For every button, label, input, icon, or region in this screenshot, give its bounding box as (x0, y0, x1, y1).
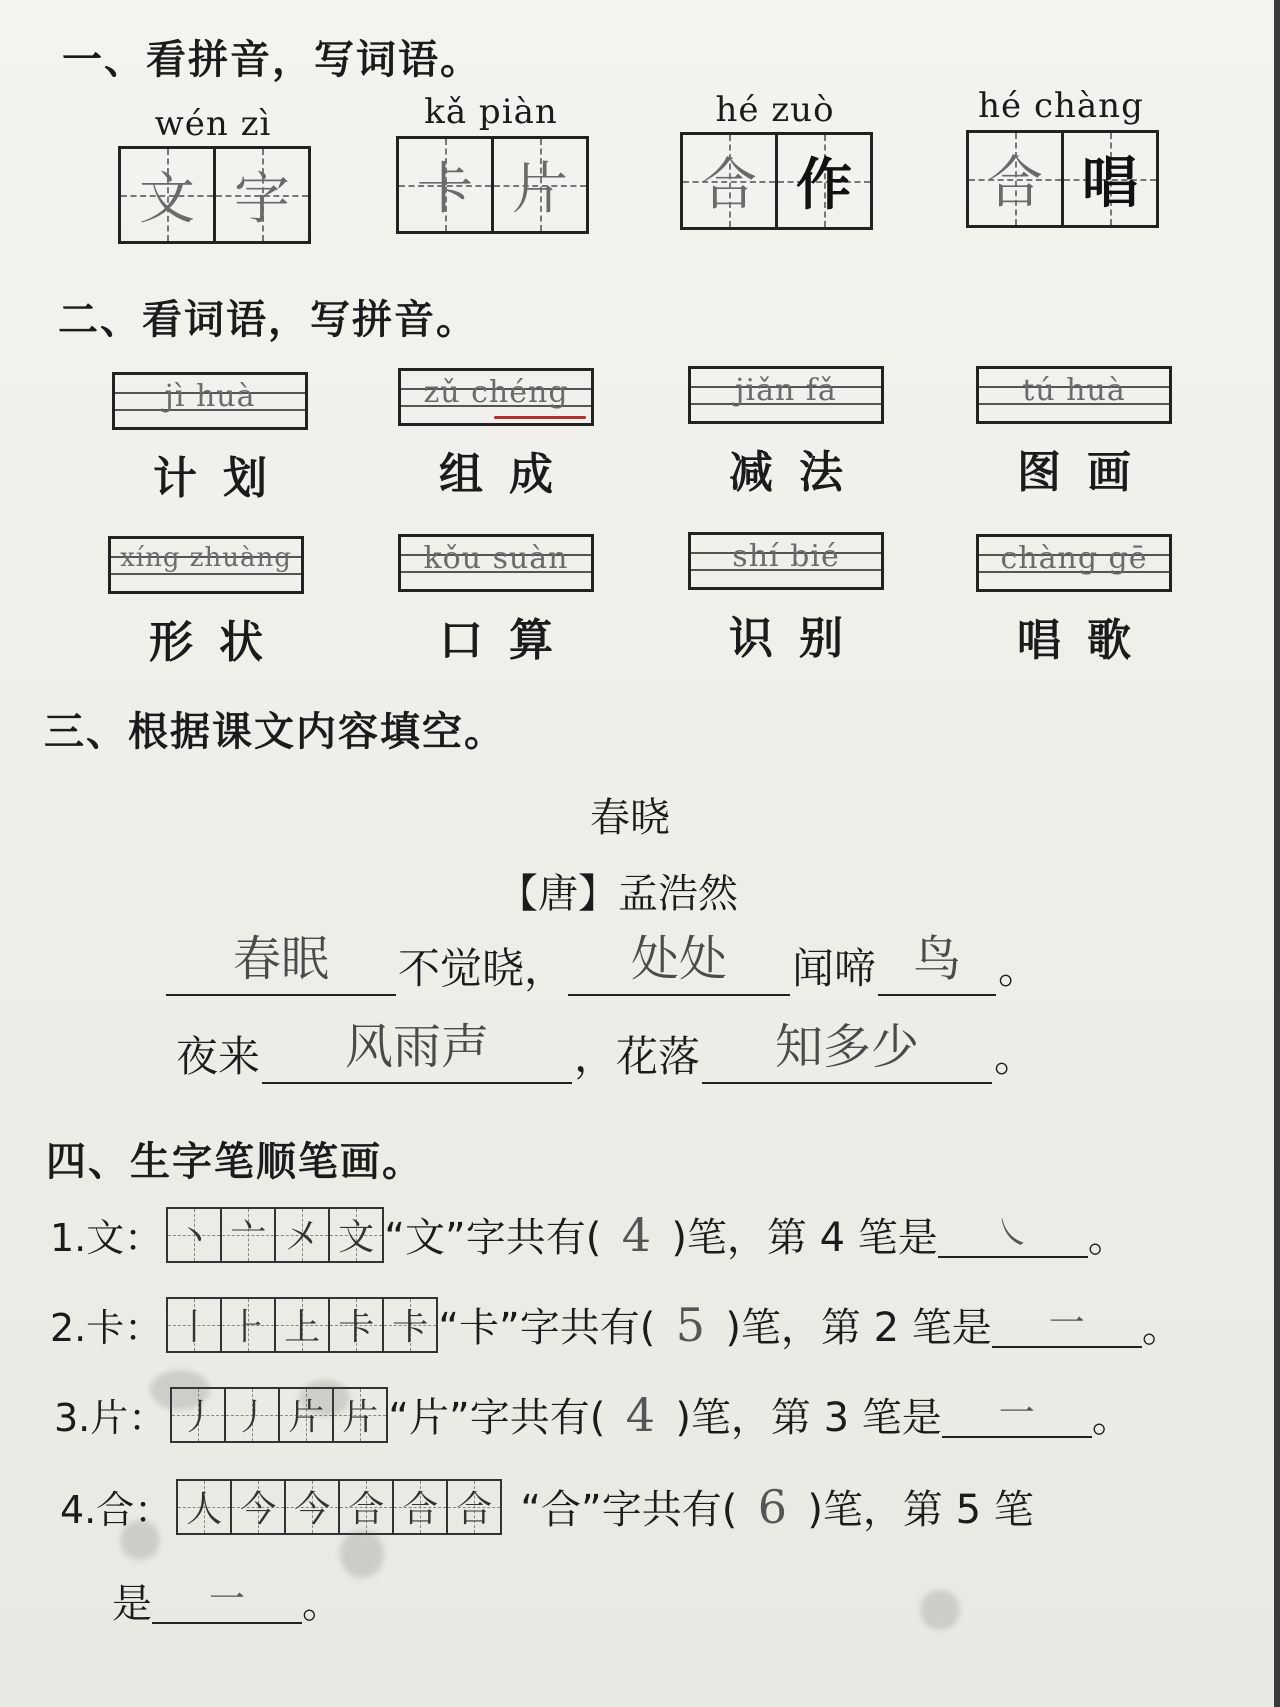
tz-cell[interactable] (399, 139, 494, 231)
stroke-step: 丿 (180, 1397, 217, 1438)
stroke-cell (226, 1389, 280, 1441)
poem-blank[interactable]: 知多少 (702, 1012, 992, 1084)
stroke-row-4 (60, 1478, 1034, 1535)
stroke-step: 卡 (392, 1307, 429, 1348)
stroke-step: 人 (186, 1489, 223, 1530)
stroke-label: 3.片： (54, 1396, 167, 1440)
stroke-cell (276, 1209, 330, 1261)
stroke-step: ⺊ (230, 1307, 267, 1348)
stroke-count[interactable]: 6 (757, 1479, 787, 1534)
stroke-boxes (176, 1479, 502, 1535)
stroke-step: 丿 (234, 1397, 271, 1438)
stroke-cell (448, 1481, 500, 1533)
tz-char: 卡 (417, 157, 473, 222)
stroke-cell (168, 1209, 222, 1261)
tz-item-4 (966, 86, 1156, 228)
page-edge (1274, 0, 1280, 1707)
poem-end: 。 (994, 1032, 1037, 1081)
py-item-3 (688, 366, 884, 500)
py-item-7 (688, 532, 884, 666)
stroke-answer[interactable]: ㇏ (938, 1212, 1088, 1258)
tz-item-1 (118, 104, 308, 244)
pinyin-field[interactable] (688, 532, 884, 590)
tz-item-2 (396, 92, 586, 234)
pinyin-answer: jiǎn fǎ (735, 373, 837, 408)
stroke-count[interactable]: 5 (675, 1297, 705, 1352)
stroke-cell (394, 1481, 448, 1533)
stroke-cell (172, 1389, 226, 1441)
py-item-6 (398, 534, 594, 668)
stroke-cell (222, 1299, 276, 1351)
stroke-end: 。 (302, 1581, 342, 1627)
stroke-question: “片”字共有( (388, 1395, 606, 1441)
stroke-answer[interactable]: 一 (992, 1302, 1142, 1348)
pinyin-answer: kǒu suàn (423, 541, 569, 576)
pinyin-answer: tú huà (1022, 373, 1126, 408)
tz-cell[interactable] (121, 149, 216, 241)
tz-char: 合 (701, 153, 757, 218)
tz-pinyin: hé chàng (978, 86, 1144, 126)
stroke-boxes (166, 1297, 438, 1353)
tz-cell[interactable] (778, 135, 870, 227)
stroke-step: 合 (456, 1489, 493, 1530)
section1-title: 一、看拼音，写词语。 (62, 37, 482, 83)
stroke-cell (178, 1481, 232, 1533)
stroke-row-1 (50, 1206, 1128, 1263)
smudge (920, 1590, 960, 1630)
section4-title: 四、生字笔顺笔画。 (46, 1139, 424, 1185)
tz-char: 片 (512, 157, 568, 222)
tz-item-3 (680, 90, 870, 230)
tz-boxes (680, 132, 873, 230)
poem-end: 。 (998, 944, 1041, 993)
tz-cell[interactable] (1064, 133, 1156, 225)
stroke-cell (384, 1299, 436, 1351)
stroke-row-4-cont (112, 1572, 342, 1629)
tz-char: 合 (987, 151, 1043, 216)
tz-cell[interactable] (216, 149, 308, 241)
pinyin-answer: xíng zhuàng (120, 543, 292, 573)
stroke-question: “文”字共有( (384, 1215, 602, 1261)
py-item-1 (112, 372, 308, 506)
stroke-boxes (170, 1387, 388, 1443)
stroke-row-2 (50, 1296, 1182, 1353)
tz-cell[interactable] (494, 139, 586, 231)
stroke-step: 丶 (176, 1217, 213, 1258)
tz-boxes (396, 136, 589, 234)
stroke-label: 4.合： (60, 1488, 173, 1532)
poem-text: 不觉晓， (398, 944, 567, 993)
stroke-count[interactable]: 4 (621, 1207, 651, 1262)
section2-title: 二、看词语，写拼音。 (58, 297, 478, 343)
pinyin-answer: jì huà (164, 379, 256, 414)
tz-cell[interactable] (969, 133, 1064, 225)
stroke-cell (286, 1481, 340, 1533)
red-correction-mark (494, 416, 586, 419)
tz-char: 作 (796, 153, 852, 218)
py-item-8 (976, 534, 1172, 668)
stroke-step: 文 (338, 1217, 375, 1258)
tz-boxes (118, 146, 311, 244)
stroke-cell (276, 1299, 330, 1351)
smudge (340, 1530, 384, 1578)
poem-text: 夜来 (176, 1032, 261, 1081)
stroke-step: 片 (342, 1397, 379, 1438)
tz-pinyin: wén zì (154, 104, 272, 144)
stroke-cell (330, 1299, 384, 1351)
stroke-answer[interactable]: 一 (152, 1578, 302, 1624)
tz-char: 字 (234, 167, 290, 232)
stroke-step: 上 (284, 1307, 321, 1348)
stroke-cell (168, 1299, 222, 1351)
stroke-step: 今 (240, 1489, 277, 1530)
pinyin-answer: zǔ chéng (423, 375, 569, 410)
poem-blank[interactable]: 春眠 (166, 924, 396, 996)
tz-pinyin: kǎ piàn (424, 92, 558, 132)
stroke-step: 㐅 (284, 1217, 321, 1258)
stroke-boxes (166, 1207, 384, 1263)
section3-title: 三、根据课文内容填空。 (44, 709, 506, 755)
stroke-question: )笔，第 2 笔是 (725, 1305, 992, 1351)
pinyin-field[interactable] (108, 536, 304, 594)
poem-blank[interactable]: 风雨声 (262, 1012, 572, 1084)
stroke-question: “合”字共有( (520, 1487, 738, 1533)
pinyin-field[interactable] (688, 366, 884, 424)
stroke-step: 丨 (176, 1307, 213, 1348)
stroke-label: 1.文： (50, 1216, 163, 1260)
stroke-step: 片 (288, 1397, 325, 1438)
tz-char: 文 (139, 167, 195, 232)
tz-cell[interactable] (683, 135, 778, 227)
py-item-5 (108, 536, 304, 670)
stroke-answer[interactable]: 一 (942, 1392, 1092, 1438)
pinyin-field[interactable] (112, 372, 308, 430)
poem-author: 【唐】孟浩然 (498, 871, 738, 917)
tz-char: 唱 (1082, 151, 1138, 216)
pinyin-answer: shí bié (732, 539, 840, 574)
py-item-4 (976, 366, 1172, 500)
stroke-question: “卡”字共有( (438, 1305, 656, 1351)
pinyin-field[interactable] (976, 366, 1172, 424)
smudge (120, 1520, 160, 1560)
py-word: 识别 (729, 613, 869, 664)
stroke-question: )笔，第 4 笔是 (671, 1215, 938, 1261)
stroke-step: 今 (294, 1489, 331, 1530)
stroke-cell (222, 1209, 276, 1261)
pinyin-answer: chàng gē (1000, 541, 1148, 576)
stroke-cell (330, 1209, 382, 1261)
poem-blank[interactable]: 鸟 (878, 924, 996, 996)
stroke-step: 卡 (338, 1307, 375, 1348)
stroke-cell (340, 1481, 394, 1533)
poem-line-2 (176, 1012, 1036, 1084)
stroke-question: )笔，第 3 笔是 (675, 1395, 942, 1441)
tz-pinyin: hé zuò (715, 90, 835, 130)
poem-text: 闻啼 (792, 944, 877, 993)
stroke-step: 合 (402, 1489, 439, 1530)
stroke-count[interactable]: 4 (625, 1387, 655, 1442)
py-word: 计划 (153, 453, 293, 504)
stroke-question: )笔，第 5 笔 (807, 1487, 1034, 1533)
poem-blank[interactable]: 处处 (568, 924, 790, 996)
stroke-step: 合 (348, 1489, 385, 1530)
py-word: 口算 (439, 615, 579, 666)
stroke-label: 2.卡： (50, 1306, 163, 1350)
poem-text: ，花落 (574, 1032, 701, 1081)
stroke-end: 。 (1141, 1305, 1182, 1351)
py-word: 形状 (149, 617, 289, 668)
stroke-end: 。 (1087, 1215, 1128, 1261)
py-item-2 (398, 368, 594, 502)
py-word: 组成 (439, 449, 579, 500)
stroke-question: 是 (112, 1581, 152, 1627)
tz-boxes (966, 130, 1159, 228)
poem-title: 春晓 (590, 795, 670, 841)
stroke-step: 亠 (230, 1217, 267, 1258)
stroke-cell (232, 1481, 286, 1533)
pinyin-field[interactable] (976, 534, 1172, 592)
stroke-end: 。 (1091, 1395, 1132, 1441)
py-word: 减法 (729, 447, 869, 498)
stroke-row-3 (54, 1386, 1132, 1443)
pinyin-field[interactable] (398, 534, 594, 592)
py-word: 唱歌 (1017, 615, 1157, 666)
poem-line-1 (164, 924, 1040, 996)
stroke-cell (334, 1389, 386, 1441)
py-word: 图画 (1017, 447, 1157, 498)
